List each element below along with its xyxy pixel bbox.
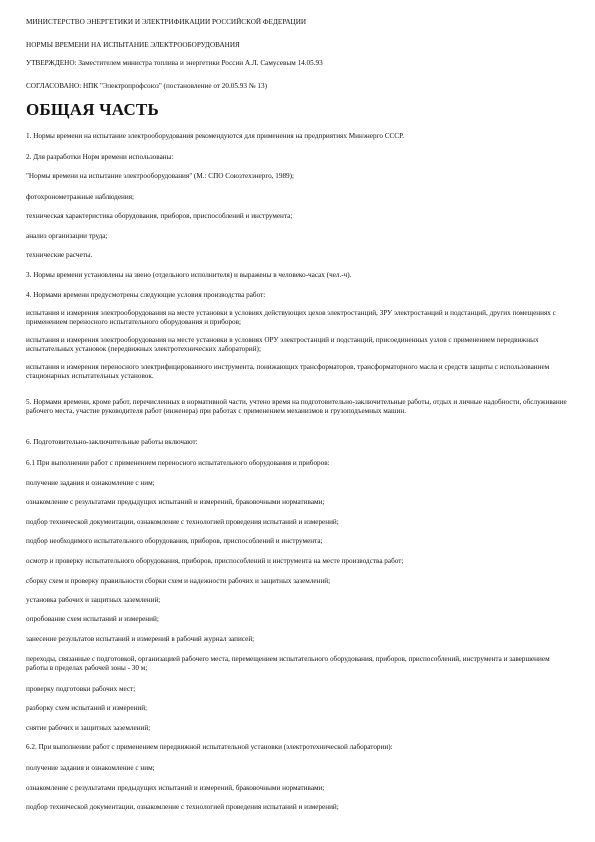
paragraph: получение задания и ознакомление с ним;: [26, 479, 155, 487]
paragraph: 6.2. При выполнении работ с применением передвижной испытательной установки (электротехнической лаборатории):: [26, 743, 393, 751]
paragraph: подбор технической документации, ознакомление с технологией проведения испытаний и измерений;: [26, 803, 339, 811]
paragraph: ознакомление с результатами предыдущих испытаний и измерений, браковочными нормативами;: [26, 784, 325, 792]
paragraph: ознакомление с результатами предыдущих испытаний и измерений, браковочными нормативами;: [26, 498, 325, 506]
paragraph: 1. Нормы времени на испытание электрооборудования рекомендуются для применения на предприятиях Минэнерго СССР.: [26, 132, 404, 140]
paragraph: 4. Нормами времени предусмотрены следующие условия производства работ:: [26, 291, 266, 299]
paragraph: разборку схем испытаний и измерений;: [26, 704, 148, 712]
ministry-line: МИНИСТЕРСТВО ЭНЕРГЕТИКИ И ЭЛЕКТРИФИКАЦИИ РОССИЙСКОЙ ФЕДЕРАЦИИ: [26, 18, 307, 26]
paragraph: "Нормы времени на испытание электрооборудования" (М.: СПО Союзтехэнерго, 1989);: [26, 172, 295, 180]
paragraph: опробование схем испытаний и измерений;: [26, 615, 159, 623]
paragraph: 6.1 При выполнении работ с применением переносного испытательного оборудования и приборов:: [26, 459, 330, 467]
paragraph: осмотр и проверку испытательного оборудования, приборов, приспособлений и инструмента на месте производства работ;: [26, 557, 404, 565]
agreed-line: СОГЛАСОВАНО: НПК "Электропрофсоюз" (постановление от 20.05.93 № 13): [26, 82, 267, 90]
paragraph: подбор необходимого испытательного оборудования, приборов, приспособлений и инструмента;: [26, 537, 323, 545]
paragraph: испытания и измерения электрооборудования на месте установки в условиях ОРУ электростанций и подстанций, присоединенных узлов с применением передвижных испытательных установок (передвижных электротехнических лабораторий);: [26, 336, 539, 353]
approved-line: УТВЕРЖДЕНО: Заместителем министра топлива и энергетики России А.Л. Самусевым 14.05.93: [26, 59, 323, 67]
paragraph: снятие рабочих и защитных заземлений;: [26, 724, 151, 732]
paragraph: переходы, связанные с подготовкой, организацией рабочего места, перемещением испытательного оборудования, приборов, приспособлений, инструмента и завершением работы в пределах рабочей зоны - 30 м;: [26, 655, 550, 672]
paragraph: установка рабочих и защитных заземлений;: [26, 596, 161, 604]
paragraph: 5. Нормами времени, кроме работ, перечисленных в нормативной части, учтено время на подготовительно-заключительные работы, отдых и личные надобности, обслуживание рабочего места, участие руководителя работ (инженера) при работах с применением механизмов и грузоподъемных машин.: [26, 398, 567, 415]
paragraph: 3. Нормы времени установлены на звено (отдельного исполнителя) и выражены в человеко-часах (чел.-ч).: [26, 271, 352, 279]
paragraph: техническая характеристика оборудования, приборов, приспособлений и инструмента;: [26, 212, 293, 220]
paragraph: подбор технической документации, ознакомление с технологией проведения испытаний и измерений;: [26, 518, 339, 526]
paragraph: фотохронометражные наблюдения;: [26, 193, 135, 201]
section-heading: ОБЩАЯ ЧАСТЬ: [26, 100, 159, 119]
paragraph: испытания и измерения электрооборудования на месте установки в условиях действующих цехов электростанций, ЗРУ электростанций и подстанций, других помещениях с применением переносного испытательного оборудования и приборов;: [26, 309, 556, 326]
paragraph: проверку подготовки рабочих мест;: [26, 685, 136, 693]
document-title: НОРМЫ ВРЕМЕНИ НА ИСПЫТАНИЕ ЭЛЕКТРООБОРУДОВАНИЯ: [26, 41, 240, 49]
paragraph: занесение результатов испытаний и измерений в рабочий журнал записей;: [26, 635, 255, 643]
paragraph: 2. Для разработки Норм времени использованы:: [26, 153, 174, 161]
paragraph: сборку схем и проверку правильности сборки схем и надежности рабочих и защитных заземлений;: [26, 577, 331, 585]
paragraph: технические расчеты.: [26, 251, 93, 259]
paragraph: анализ организации труда;: [26, 232, 108, 240]
paragraph: испытания и измерения переносного электрифицированного инструмента, понижающих трансформаторов, трансформаторного масла и средств защиты с использованием стационарных испытательных установок.: [26, 363, 550, 380]
paragraph: получение задания и ознакомление с ним;: [26, 764, 155, 772]
paragraph: 6. Подготовительно-заключительные работы включают:: [26, 438, 198, 446]
